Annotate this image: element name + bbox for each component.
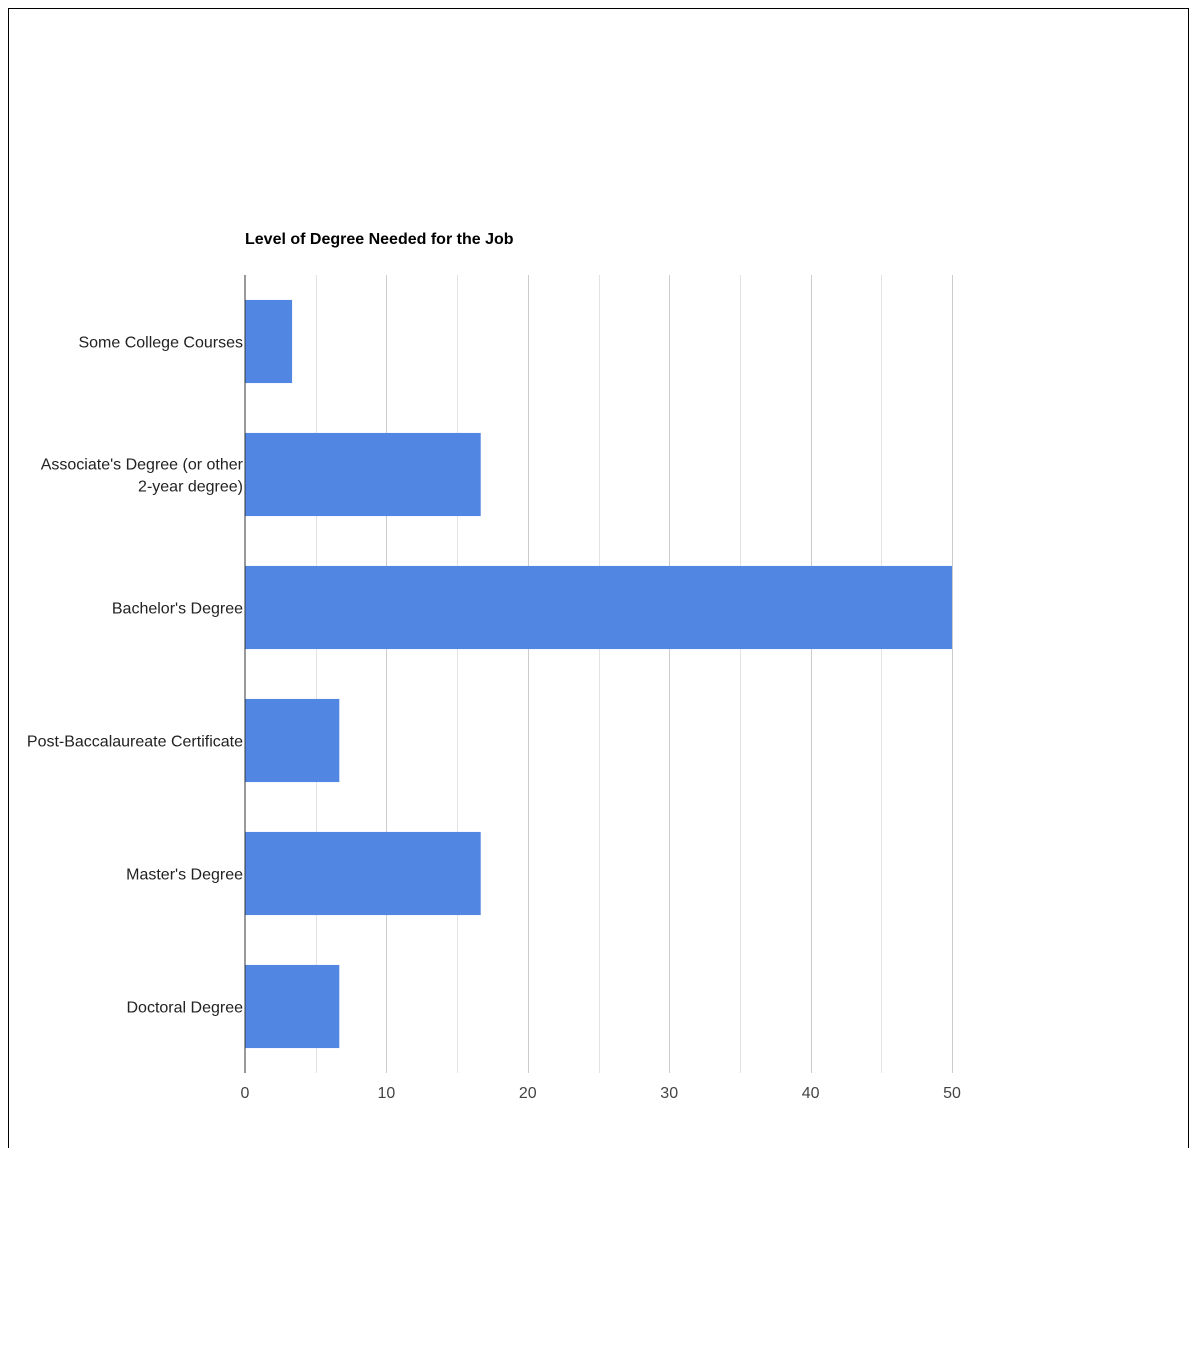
category-label: Doctoral Degree [126, 999, 243, 1017]
bar[interactable] [245, 832, 481, 915]
category-label: Some College Courses [78, 334, 243, 352]
category-label: Post-Baccalaureate Certificate [26, 733, 243, 751]
x-tick-label: 0 [240, 1085, 250, 1102]
x-tick-label: 50 [943, 1085, 961, 1102]
bars [245, 300, 952, 1048]
category-label: Bachelor's Degree [111, 600, 243, 618]
category-label: Associate's Degree (or other 2-year degree) [40, 456, 243, 496]
bar[interactable] [245, 300, 292, 383]
gridlines [317, 275, 953, 1073]
category-labels [27, 335, 244, 1017]
x-tick-label: 10 [377, 1085, 396, 1102]
x-tick-label: 20 [518, 1085, 537, 1102]
bar[interactable] [245, 566, 952, 649]
x-tick-label: 30 [660, 1085, 679, 1102]
bar[interactable] [245, 433, 481, 516]
bar[interactable] [245, 699, 339, 782]
x-tick-label: 40 [801, 1085, 820, 1102]
category-label: Master's Degree [126, 866, 243, 884]
x-tick-labels [241, 1085, 961, 1102]
chart-title: Level of Degree Needed for the Job [245, 231, 514, 248]
bar[interactable] [245, 965, 339, 1048]
